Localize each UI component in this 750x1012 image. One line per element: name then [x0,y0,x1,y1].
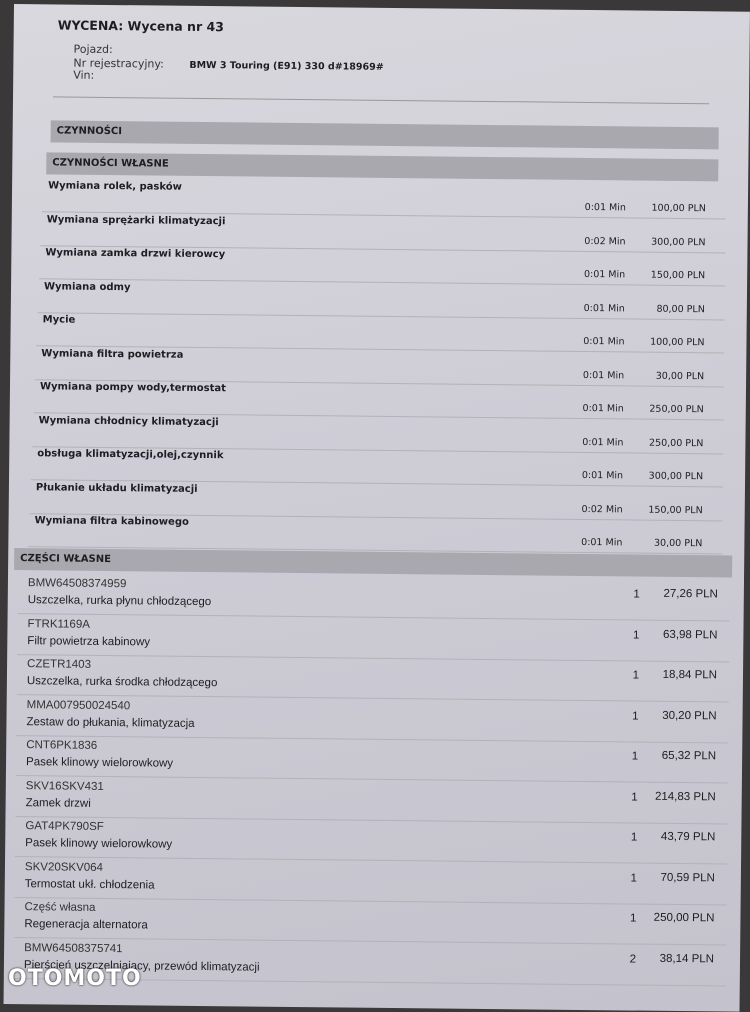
part-code: CZETR1403 [27,658,92,671]
part-code: SKV16SKV431 [25,779,104,793]
service-name: Wymiana filtra powietrza [41,347,184,361]
part-code: SKV20SKV064 [24,860,104,874]
quote-document [4,4,750,1012]
service-price: 30,00 PLN [655,370,705,382]
part-row [17,655,729,702]
part-price: 18,84 PLN [662,668,718,682]
part-price: 38,14 PLN [659,952,715,965]
part-quantity: 1 [631,750,639,763]
service-name: Wymiana zamka drzwi kierowcy [45,247,226,261]
part-quantity: 2 [629,952,637,966]
service-name: obsługa klimatyzacji,olej,czynnik [37,448,224,462]
part-row [15,817,727,864]
service-name: Wymiana sprężarki klimatyzacji [46,213,226,227]
service-time: 0:01 Min [583,268,626,281]
part-price: 63,98 PLN [663,628,718,641]
service-name: Płukanie układu klimatyzacji [35,481,198,495]
part-row [15,858,727,905]
part-description: Zamek drzwi [25,796,91,810]
part-row [14,898,726,945]
service-time: 0:01 Min [581,536,623,549]
service-price: 150,00 PLN [650,269,706,282]
part-description: Termostat ukł. chłodzenia [24,877,155,892]
part-code: FTRK1169A [27,617,91,631]
part-quantity: 1 [631,791,638,804]
part-row [18,574,730,621]
part-code: CNT6PK1836 [26,739,98,752]
part-code: BMW64508374959 [27,577,127,591]
part-row [17,615,729,662]
service-time: 0:02 Min [584,235,626,247]
service-time: 0:01 Min [582,402,624,415]
service-time: 0:01 Min [583,302,625,314]
divider [53,96,709,104]
part-price: 27,26 PLN [663,587,718,601]
vehicle-value: BMW 3 Touring (E91) 330 d#18969# [189,59,384,73]
part-description: Zestaw do płukania, klimatyzacja [26,715,195,730]
part-code: Część własna [24,901,96,914]
part-description: Pierścień uszczelniający, przewód klimatyzacji [23,958,260,974]
part-price: 70,59 PLN [660,871,715,884]
part-row [15,777,727,824]
part-price: 43,79 PLN [660,830,716,844]
part-quantity: 1 [633,588,640,601]
service-price: 250,00 PLN [648,437,704,449]
service-price: 300,00 PLN [651,236,706,248]
part-code: MMA007950024540 [26,698,131,712]
service-time: 0:01 Min [583,335,625,348]
part-row [16,736,728,783]
part-description: Filtr powietrza kabinowy [27,634,151,648]
part-description: Regeneracja alternatora [24,918,148,932]
section-own-parts: CZĘŚCI WŁASNE [14,548,732,578]
part-price: 214,83 PLN [654,790,716,803]
service-price: 80,00 PLN [656,303,705,315]
service-row [28,513,722,554]
service-price: 100,00 PLN [650,336,705,349]
part-code: GAT4PK790SF [25,820,104,833]
service-price: 300,00 PLN [648,470,704,483]
service-name: Mycie [42,314,76,326]
service-name: Wymiana chłodnicy klimatyzacji [38,414,219,428]
part-price: 65,32 PLN [661,749,717,763]
part-quantity: 1 [632,710,639,723]
service-time: 0:01 Min [582,436,624,448]
section-activities: CZYNNOŚCI [51,120,719,149]
part-quantity: 1 [630,831,638,844]
part-description: Pasek klinowy wielorowkowy [25,756,174,770]
part-description: Uszczelka, rurka środka chłodzącego [26,675,218,690]
service-name: Wymiana filtra kabinowego [34,515,189,528]
vehicle-label: Pojazd: [73,42,113,57]
service-name: Wymiana odmy [43,280,131,293]
service-time: 0:02 Min [581,503,623,515]
service-price: 100,00 PLN [651,202,706,215]
service-time: 0:01 Min [581,469,624,482]
service-price: 30,00 PLN [653,537,703,550]
service-price: 250,00 PLN [649,403,704,416]
otomoto-watermark: OTOMOTO [8,966,142,991]
service-time: 0:01 Min [582,369,625,381]
part-price: 30,20 PLN [662,709,717,722]
part-code: BMW64508375741 [24,941,123,955]
part-quantity: 1 [629,912,637,925]
part-quantity: 1 [632,629,640,642]
part-description: Pasek klinowy wielorowkowy [25,837,173,851]
vin-label: Vin: [73,68,95,82]
part-price: 250,00 PLN [653,911,715,925]
part-quantity: 1 [630,872,637,885]
part-quantity: 1 [632,669,640,682]
service-name: Wymiana rolek, pasków [48,180,182,193]
service-price: 150,00 PLN [648,504,703,516]
document-title: WYCENA: Wycena nr 43 [57,17,225,35]
service-time: 0:01 Min [584,201,626,214]
service-name: Wymiana pompy wody,termostat [39,381,226,395]
section-own-activities: CZYNNOŚCI WŁASNE [46,152,718,181]
part-description: Uszczelka, rurka płynu chłodzącego [27,594,212,609]
part-row [16,696,728,743]
registration-label: Nr rejestracyjny: [73,56,164,71]
